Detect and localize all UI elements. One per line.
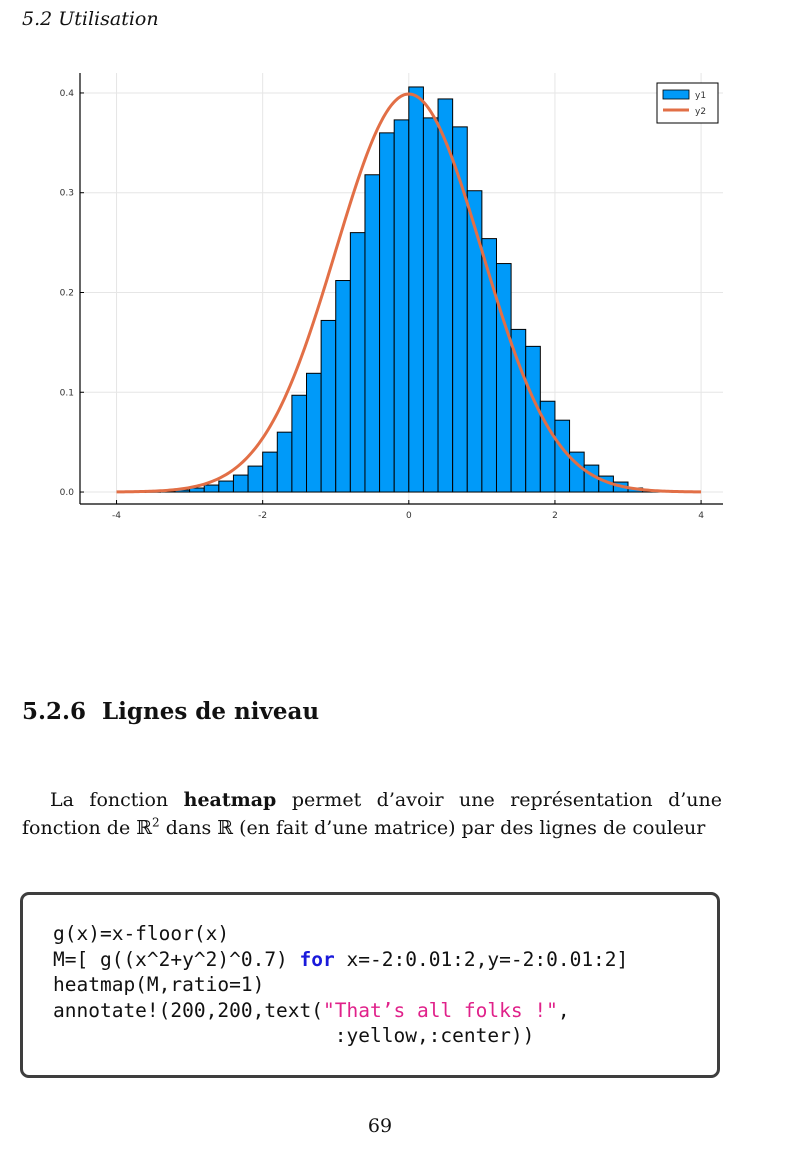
- section-number: 5.2.6: [22, 698, 87, 725]
- histogram-bar: [409, 87, 424, 492]
- code-line: x=-2:0.01:2,y=-2:0.01:2]: [334, 947, 629, 971]
- histogram-bar: [277, 432, 292, 492]
- x-tick-label: 2: [552, 511, 558, 521]
- histogram-bar: [365, 175, 380, 492]
- histogram-bar: [496, 264, 511, 492]
- histogram-bar: [394, 120, 409, 492]
- histogram-bar: [350, 233, 365, 492]
- legend: [657, 83, 718, 123]
- code-line: heatmap(M,ratio=1): [53, 973, 265, 996]
- histogram-bar: [380, 133, 395, 492]
- code-block: [53, 921, 628, 1049]
- x-tick-label: -4: [112, 511, 122, 521]
- histogram-bar: [467, 191, 482, 492]
- x-tick-label: 0: [405, 511, 412, 521]
- code-listing: [20, 892, 720, 1078]
- y-tick-label: 0.3: [59, 188, 74, 199]
- legend-label-y2: y2: [695, 107, 707, 117]
- exponent: 2: [152, 815, 160, 830]
- code-line: g(x)=x-floor(x): [53, 922, 230, 945]
- histogram-bar: [321, 320, 336, 492]
- histogram-bar: [336, 281, 351, 493]
- code-line: annotate!(200,200,text(: [53, 998, 324, 1022]
- histogram-bar: [263, 452, 278, 492]
- x-tick-label: -2: [258, 511, 268, 521]
- histogram-bar: [307, 373, 322, 492]
- page-number: 69: [367, 1115, 393, 1137]
- y-tick-label: 0.2: [59, 288, 74, 299]
- body-paragraph: [22, 786, 722, 842]
- running-header: 5.2 Utilisation: [22, 8, 159, 30]
- paragraph-text: permet d’avoir une représentation d’une fonction de: [22, 789, 723, 839]
- histogram-bar: [219, 481, 234, 492]
- y-tick-label: 0.4: [59, 88, 74, 99]
- histogram-bar: [526, 346, 541, 492]
- y-tick-label: 0.0: [59, 488, 74, 499]
- code-string: "That’s all folks !": [323, 998, 558, 1022]
- section-title: Lignes de niveau: [102, 698, 320, 725]
- section-heading: [22, 698, 319, 725]
- code-line: M=[ g((x^2+y^2)^0.7): [53, 947, 300, 971]
- x-tick-label: 4: [698, 511, 704, 521]
- legend-swatch-y1: [663, 90, 689, 99]
- legend-label-y1: y1: [695, 91, 707, 101]
- histogram-bars: [131, 87, 686, 492]
- histogram-bar: [233, 475, 248, 492]
- code-line: :yellow,:center)): [53, 1024, 535, 1047]
- legend-box: [657, 83, 718, 123]
- code-line: ,: [557, 998, 570, 1022]
- histogram-figure: [40, 68, 740, 528]
- paragraph-text: La fonction: [50, 789, 184, 811]
- paragraph-text: dans: [159, 817, 218, 839]
- histogram-chart: [40, 68, 740, 528]
- real-numbers-symbol: ℝ: [217, 817, 234, 839]
- histogram-bar: [511, 329, 526, 492]
- heatmap-keyword: heatmap: [183, 789, 277, 811]
- y-tick-label: 0.1: [59, 388, 74, 399]
- histogram-bar: [292, 395, 307, 492]
- paragraph-text: (en fait d’une matrice) par des lignes de couleur: [233, 817, 706, 839]
- histogram-bar: [423, 118, 438, 492]
- code-keyword: for: [299, 947, 335, 971]
- histogram-bar: [204, 485, 219, 492]
- histogram-bar: [248, 466, 263, 492]
- real-numbers-symbol: ℝ: [136, 817, 153, 839]
